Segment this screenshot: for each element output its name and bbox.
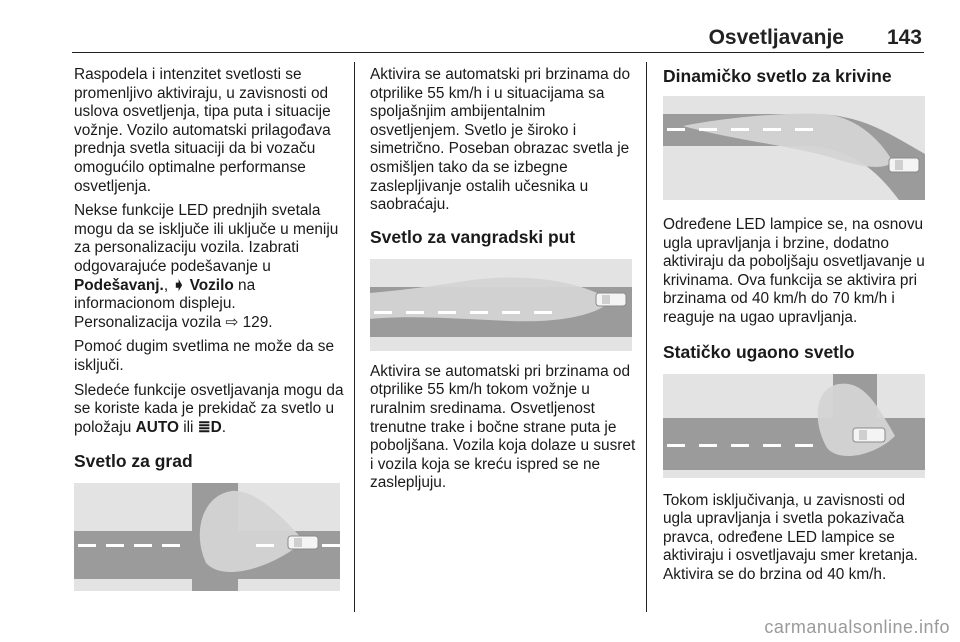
section-heading-city-light: Svetlo za grad [74,451,193,472]
text: , [163,276,173,294]
text: . [221,418,227,436]
paragraph: Aktivira se automatski pri brzinama do otprilike 55 km/h i u situacijama sa spoljašnjim ambijentalnim osvetljenjem. Svetlo je široko i simetrično. Poseban obrazac svetla je osmišljen tako da se izbegne zaslepljivanje ostalih učesnika u saobraćaju. [370,66,631,214]
section-heading-static-cornering-light: Statičko ugaono svetlo [663,341,855,362]
column-divider [646,62,647,612]
arrow-icon: ➧ [172,276,186,294]
page-number: 143 [886,26,922,49]
paragraph [74,202,346,332]
text: Sledeće funkcije osvetljavanja mogu da se koriste kada je prekidač za svetlo u položaju [74,381,344,436]
static-cornering-light-illustration [663,374,925,478]
switch-position: AUTO [135,418,179,436]
column-1 [74,66,346,605]
menu-path: Podešavanj. [74,276,164,294]
country-light-illustration [370,259,632,351]
paragraph: Pomoć dugim svetlima ne može da se isključi. [74,338,335,374]
page-title: Osvetljavanje [708,26,844,49]
paragraph [74,382,346,438]
section-heading-country-light: Svetlo za vangradski put [370,226,576,247]
paragraph: Određene LED lampice se, na osnovu ugla upravljanja i brzine, dodatno aktiviraju da poboljšaju osvetljavanje u krivinama. Ova funkcija se aktivira pri brzinama od 40 km/h do 70 km/h i reaguje na ugao upravljanja. [663,216,925,326]
text: na informacionom displeju. [74,276,256,313]
text: Nekse funkcije LED prednjih svetala mogu da se isključe ili uključe u meniju za personalizaciju vozila. Izabrati odgovarajuće podešavanje u [74,202,339,275]
column-2 [370,66,636,499]
menu-path: Vozilo [185,276,234,294]
column-divider [354,62,355,612]
low-beam-icon: ≣D [197,418,222,436]
dynamic-bending-light-illustration [663,96,925,200]
page-header [72,26,924,53]
section-heading-dynamic-bending-light: Dinamičko svetlo za krivine [663,66,892,86]
city-light-illustration [74,483,340,591]
watermark: carmanualsonline.info [764,617,950,637]
cross-reference[interactable]: Personalizacija vozila ⇨ 129. [74,313,273,331]
paragraph: Aktivira se automatski pri brzinama od otprilike 55 km/h tokom vožnje u ruralnim sredinama. Osvetljenost trenutne trake i bočne strane puta je poboljšana. Vozila koja dolaze u susret i vozila koja se kreću ispred se ne zaslepljuju. [370,362,636,492]
column-3 [663,66,927,591]
text: ili [178,418,198,436]
paragraph: Raspodela i intenzitet svetlosti se promenljivo aktiviraju, u zavisnosti od uslova osvetljenja, tipa puta i situacije vožnje. Vozilo automatski prilagođava prednja svetla situaciji da bi vozaču omogućilo optimalne performanse osvetljenja. [74,66,331,195]
paragraph: Tokom isključivanja, u zavisnosti od ugla upravljanja i svetla pokazivača pravca, određene LED lampice se aktiviraju i osvetljavaju smer kretanja. Aktivira se do brzina od 40 km/h. [663,491,918,583]
